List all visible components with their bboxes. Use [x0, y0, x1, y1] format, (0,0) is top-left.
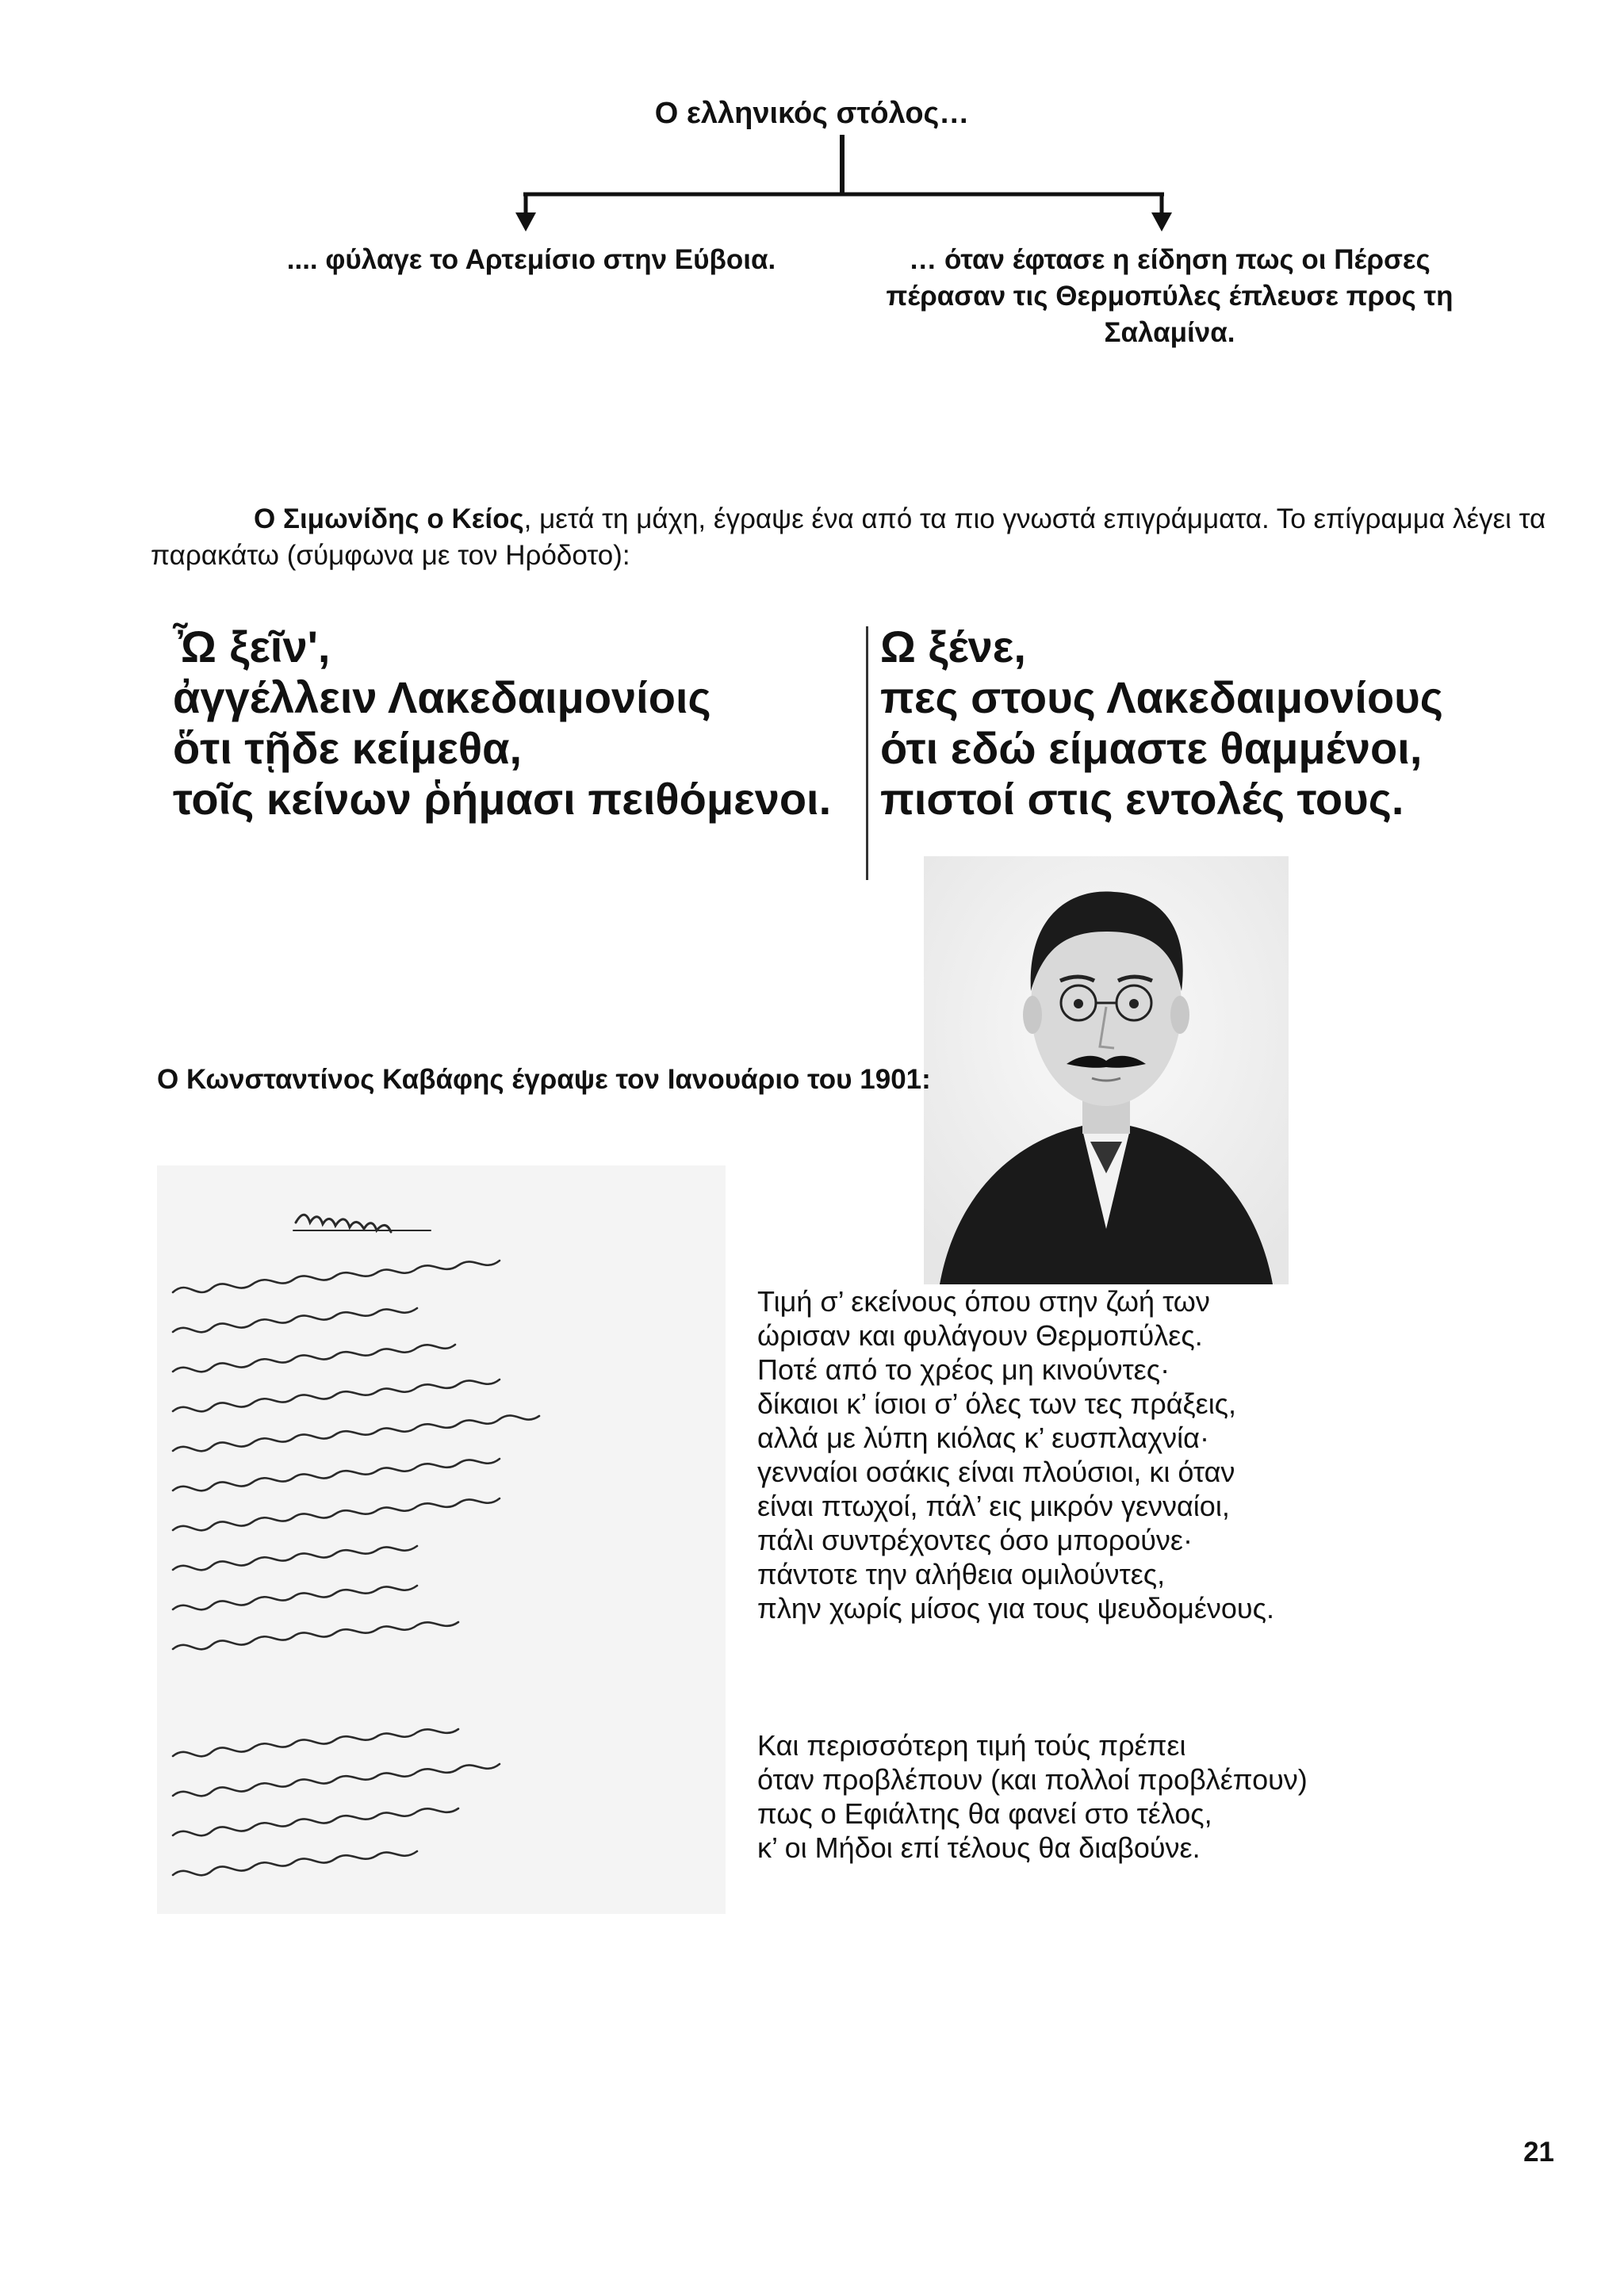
poem-line: αλλά με λύπη κιόλας κ’ ευσπλαχνία·	[757, 1422, 1209, 1454]
poem-line: είναι πτωχοί, πάλ’ εις μικρόν γενναίοι,	[757, 1490, 1230, 1522]
intro-paragraph	[151, 501, 1570, 574]
poem-stanza-2	[757, 1728, 1308, 1865]
page-number: 21	[1523, 2137, 1554, 2168]
diagram-right-box	[872, 242, 1467, 351]
poem-line: δίκαιοι κ’ ίσιοι σ’ όλες των τες πράξεις,	[757, 1387, 1237, 1420]
poem-line: Και περισσότερη τιμή τούς πρέπει	[757, 1729, 1186, 1762]
diagram-left-box: .... φύλαγε το Αρτεμίσιο στην Εύβοια.	[286, 244, 776, 275]
epigram-ancient-greek	[173, 622, 831, 825]
diagram-connector	[0, 0, 1624, 254]
poem-line: πλην χωρίς μίσος για τους ψευδομένους.	[757, 1592, 1274, 1624]
epigram-line: Ω ξένε,	[880, 622, 1026, 672]
poem-line: Ποτέ από το χρέος μη κινούντες·	[757, 1353, 1170, 1386]
manuscript-strokes	[157, 1165, 726, 1914]
epigram-line: ὅτι τῇδε κείμεθα,	[173, 723, 523, 773]
epigram-line: Ὦ ξεῖν',	[173, 622, 331, 672]
epigram-line: πες στους Λακεδαιμονίους	[880, 672, 1443, 722]
poem-line: πάλι συντρέχοντες όσο μπορούνε·	[757, 1524, 1193, 1556]
diagram-title: Ο ελληνικός στόλος…	[654, 97, 970, 130]
cavafy-portrait-photo	[924, 856, 1289, 1284]
poem-line: πάντοτε την αλήθεια ομιλούντες,	[757, 1558, 1166, 1590]
poem-line: πως ο Εφιάλτης θα φανεί στο τέλος,	[757, 1797, 1212, 1830]
poem-line: κ’ οι Μήδοι επί τέλους θα διαβούνε.	[757, 1831, 1201, 1864]
epigram-line: ότι εδώ είμαστε θαμμένοι,	[880, 723, 1423, 773]
epigram-line: τοῖς κείνων ῥήμασι πειθόμενοι.	[173, 774, 832, 824]
poem-line: γενναίοι οσάκις είναι πλούσιοι, κι όταν	[757, 1456, 1235, 1488]
diagram-right-line: … όταν έφτασε η είδηση πως οι Πέρσες	[909, 244, 1431, 275]
epigram-line: πιστοί στις εντολές τους.	[880, 774, 1404, 824]
diagram-right-line: Σαλαμίνα.	[1104, 317, 1235, 348]
epigram-divider	[866, 626, 868, 880]
intro-author-name: Ο Σιμωνίδης ο Κείος	[254, 503, 524, 534]
poem-line: ώρισαν και φυλάγουν Θερμοπύλες.	[757, 1319, 1203, 1352]
diagram-right-line: πέρασαν τις Θερμοπύλες έπλευσε προς τη	[886, 281, 1454, 312]
poem-stanza-1	[757, 1284, 1274, 1625]
handwritten-manuscript	[157, 1165, 726, 1914]
epigram-line: ἀγγέλλειν Λακεδαιμονίοις	[173, 672, 711, 722]
intro-text: , μετά τη μάχη, έγραψε ένα από τα πιο γνωστά επιγράμματα. Το επίγραμμα λέγει τα	[523, 503, 1546, 534]
intro-text-continued: παρακάτω (σύμφωνα με τον Ηρόδοτο):	[151, 540, 630, 571]
poem-line: όταν προβλέπουν (και πολλοί προβλέπουν)	[757, 1763, 1308, 1796]
poem-line: Τιμή σ’ εκείνους όπου στην ζωή των	[757, 1285, 1210, 1318]
handwriting-lines	[173, 1261, 539, 1875]
epigram-modern-greek	[880, 622, 1443, 825]
cavafy-heading: Ο Κωνσταντίνος Καβάφης έγραψε τον Ιανουάριο του 1901:	[157, 1064, 931, 1095]
